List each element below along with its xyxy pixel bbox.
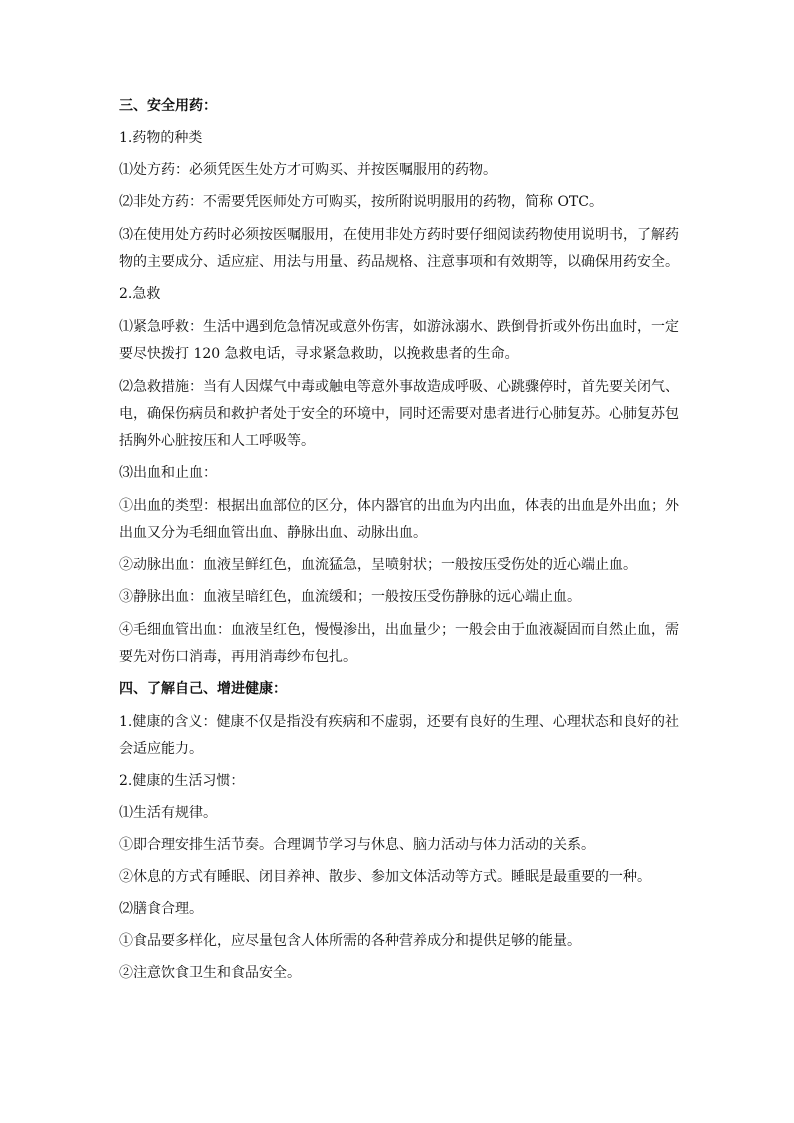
paragraph-life-rhythm: ①即合理安排生活节奏。合理调节学习与休息、脑力活动与体力活动的关系。 [119,837,595,853]
paragraph-bleeding-types: ①出血的类型：根据出血部位的区分，体内器官的出血为内出血，体表的出血是外出血；外出血又分为毛细血管出血、静脉出血、动脉出血。 [119,498,679,541]
section-heading-health: 四、了解自己、增进健康： [119,681,287,697]
subheading-bleeding: ⑶出血和止血： [119,465,217,481]
paragraph-prescription-drug: ⑴处方药：必须凭医生处方才可购买、并按医嘱服用的药物。 [119,162,497,178]
subheading-first-aid: 2.急救 [119,286,161,302]
paragraph-health-definition: 1.健康的含义：健康不仅是指没有疾病和不虚弱，还要有良好的生理、心理状态和良好的社会适应能力。 [119,714,679,757]
paragraph-rest-methods: ②休息的方式有睡眠、闭目养神、散步、参加文体活动等方式。睡眠是最重要的一种。 [119,869,651,885]
document-page [119,94,679,993]
paragraph-arterial-bleeding: ②动脉出血：血液呈鲜红色，血流猛急，呈喷射状；一般按压受伤处的近心端止血。 [119,557,637,573]
subheading-healthy-habits: 2.健康的生活习惯： [119,773,245,789]
paragraph-capillary-bleeding: ④毛细血管出血：血液呈红色，慢慢渗出，出血量少；一般会由于血液凝固而自然止血，需要先对伤口消毒，再用消毒纱布包扎。 [119,622,679,665]
paragraph-emergency-call: ⑴紧急呼救：生活中遇到危急情况或意外伤害，如游泳溺水、跌倒骨折或外伤出血时，一定要尽快拨打 120 急救电话，寻求紧急救助，以挽救患者的生命。 [119,319,679,362]
paragraph-reasonable-diet: ⑵膳食合理。 [119,901,203,917]
paragraph-regular-life: ⑴生活有规律。 [119,805,217,821]
paragraph-otc-drug: ⑵非处方药：不需要凭医师处方可购买，按所附说明服用的药物，简称 OTC。 [119,194,603,210]
paragraph-venous-bleeding: ③静脉出血：血液呈暗红色，血流缓和；一般按压受伤静脉的远心端止血。 [119,589,581,605]
paragraph-first-aid-measures: ⑵急救措施：当有人因煤气中毒或触电等意外事故造成呼吸、心跳骤停时，首先要关闭气、电，确保伤病员和救护者处于安全的环境中，同时还需要对患者进行心肺复苏。心肺复苏包括胸外心脏按压和人工呼吸等。 [119,379,679,449]
paragraph-drug-usage: ⑶在使用处方药时必须按医嘱服用，在使用非处方药时要仔细阅读药物使用说明书，了解药物的主要成分、适应症、用法与用量、药品规格、注意事项和有效期等，以确保用药安全。 [119,227,679,270]
paragraph-food-variety: ①食品要多样化，应尽量包含人体所需的各种营养成分和提供足够的能量。 [119,933,581,949]
section-heading-safe-medication: 三、安全用药： [119,98,217,114]
subheading-drug-types: 1.药物的种类 [119,130,203,146]
paragraph-food-safety: ②注意饮食卫生和食品安全。 [119,965,301,981]
